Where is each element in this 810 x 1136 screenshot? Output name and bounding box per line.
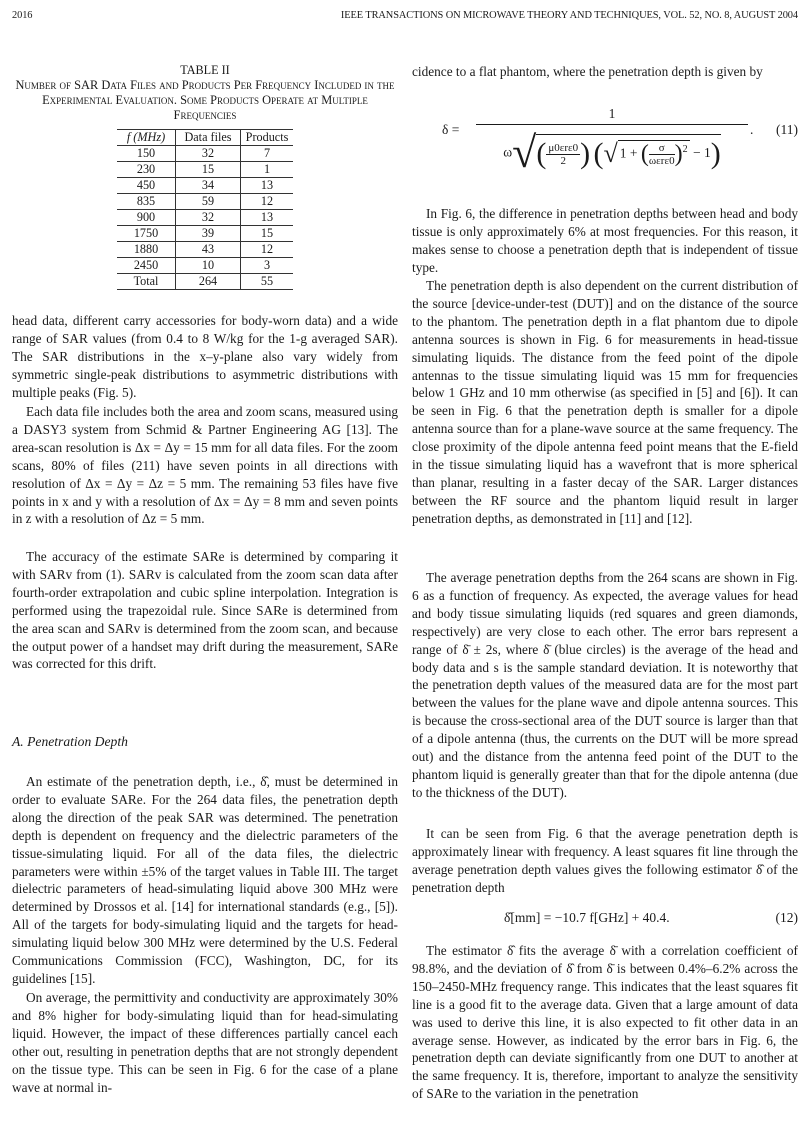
right-paragraph-3: The average penetration depths from the 264 scans are shown in Fig. 6 as a function of frequency. As expected, the average values for head and body tissue simulating liquids (red squares and green diamonds, respectively) are very close to each other. The error bars represent a range of δ̄ ± 2s, where δ̄ (blue circles) is the average of the head and body data and s is the sample standard deviation. It is noteworthy that the penetration depth values of the measured data are for the most part between the values for the plane wave and dipole antenna sources. This is because the cross-sectional area of the DUT source is larger than that of a dipole antenna (thus, the currents on the DUT will be more spread out) and the distance from the antenna feed point of the DUT to the phantom liquid is generally greater than that for the dipole antenna (due to the thickness of the DUT). (412, 570, 798, 800)
cell-products: 55 (241, 274, 294, 290)
eq11-fraction (476, 106, 748, 178)
eq11-denominator: ω√( $\frac{\text{μ0εrε0}}{2}$ ) (√ 1 + ( $\frac{\sigma}{\text{ωεrε0}}$ )$^2$ − 1) (503, 128, 721, 177)
eq11-lhs: δ = (442, 122, 460, 137)
col-header-frequency: f (MHz) (117, 130, 176, 146)
left-paragraph-5: On average, the permittivity and conductivity are approximately 30% and 8% higher for body-simulating liquid than for head-simulating liquid. However, the impact of these differences partially cancel each other out, resulting in penetration depths that are not strongly dependent on the tissue type. This can be seen in Fig. 6 for the case of a plane wave at normal in- (12, 990, 398, 1095)
cell-products: 13 (241, 210, 294, 226)
table-row (117, 258, 293, 274)
cell-frequency: 450 (117, 178, 176, 194)
eq11-numerator: 1 (476, 106, 748, 125)
left-paragraph-3: The accuracy of the estimate SARe is determined by comparing it with SARv from (1). SARv is calculated from the zoom scan data after fourth-order extrapolation and cubic spline interpolation. Integration is performed using the trapezoidal rule. Since SARe is determined from the area scan and SARv is determined from the zoom scan, and because the output power of a handset may drift during the measurement, SARe was corrected for this drift. (12, 549, 398, 672)
table-row (117, 162, 293, 178)
col-header-products: Products (241, 130, 294, 146)
cell-products: 12 (241, 242, 294, 258)
cell-frequency: 2450 (117, 258, 176, 274)
cell-products: 3 (241, 258, 294, 274)
eq12-number: (12) (775, 910, 798, 925)
cell-data-files: 39 (176, 226, 241, 242)
table-row (117, 178, 293, 194)
col-header-data-files: Data files (176, 130, 241, 146)
left-paragraph-1: head data, different carry accessories for body-worn data) and a wide range of SAR values (from 0.4 to 8 W/kg for the 1-g averaged SAR). The SAR distributions in the x–y-plane also vary widely from symmetric single-peak distributions to asymmetric distributions with multiple peaks (Fig. 5). (12, 313, 398, 400)
equation-11: δ = 1 ω√( $\frac{\text{μ0εrε0}}{2}$ ) (√ 1 + ( $\frac{\sigma}{\text{ωεrε0}}$ )$^2$ − 1) . (11) (442, 106, 798, 177)
running-head (12, 10, 798, 24)
table-row (117, 242, 293, 258)
cell-frequency: 230 (117, 162, 176, 178)
cell-products: 1 (241, 162, 294, 178)
cell-products: 13 (241, 178, 294, 194)
table-total-row (117, 274, 293, 290)
table-row (117, 210, 293, 226)
cell-data-files: 32 (176, 210, 241, 226)
cell-products: 7 (241, 146, 294, 162)
cell-data-files: 43 (176, 242, 241, 258)
cell-frequency: Total (117, 274, 176, 290)
cell-frequency: 900 (117, 210, 176, 226)
left-paragraph-4: An estimate of the penetration depth, i.e., δ̂, must be determined in order to evaluate SARe. For the 264 data files, the penetration depth along the direction of the peak SAR was determined. The penetration depth is dependent on frequency and the dielectric parameters of the tissue-simulating liquid. For all of the data files, the dielectric parameters were within ±5% of the target values in Table III. The target dielectric parameters of head-simulating liquid above 300 MHz were determined by Drossos et al. [14] for international standards (e.g., [5]). All of the targets for body-simulating liquid and the targets for head-simulating liquid below 300 MHz were determined by the U.S. Federal Communications Commission (FCC), Washington, DC, for its guidelines [15]. (12, 774, 398, 986)
section-heading-penetration-depth: A. Penetration Depth (12, 734, 128, 749)
cell-data-files: 10 (176, 258, 241, 274)
table-row (117, 226, 293, 242)
cell-frequency: 1750 (117, 226, 176, 242)
cell-data-files: 15 (176, 162, 241, 178)
cell-frequency: 150 (117, 146, 176, 162)
cell-data-files: 59 (176, 194, 241, 210)
right-paragraph-1: In Fig. 6, the difference in penetration depths between head and body tissue is only approximately 6% at most frequencies. For this reason, it makes sense to choose a penetration depth that is independent of tissue type. (412, 206, 798, 275)
table-body (117, 146, 293, 290)
equation-12 (412, 910, 798, 930)
right-paragraph-5: The estimator δ̂ fits the average δ̄ with a correlation coefficient of 98.8%, and the deviation of δ̂ from δ̄ is between 0.4%–6.2% across the 150–2450-MHz frequency range. This indicates that the least squares fit line is a good fit to the average data. Given that a large amount of data was used to derive this line, it is also expected to fit other data in an average sense. However, as indicated by the error bars in Fig. 6, the penetration depth can deviate significantly from one DUT to another at the same frequency. It is, therefore, important to analyze the sensitivity of SARe to the variation in the penetration (412, 943, 798, 1102)
cell-data-files: 32 (176, 146, 241, 162)
sar-data-table (117, 129, 293, 290)
table-title: Number of SAR Data Files and Products Per Frequency Included in the Experimental Evaluation. Some Products Operate at Multiple Frequencies (15, 78, 395, 122)
eq11-number: (11) (776, 122, 798, 137)
page-number: 2016 (12, 10, 33, 21)
cell-products: 15 (241, 226, 294, 242)
eq12-body: δ̂[mm] = −10.7 f[GHz] + 40.4. (504, 910, 670, 925)
table-header-row (117, 130, 293, 146)
cell-data-files: 34 (176, 178, 241, 194)
table-number: TABLE II (180, 63, 230, 77)
table-row (117, 146, 293, 162)
cell-frequency: 835 (117, 194, 176, 210)
right-paragraph-4: It can be seen from Fig. 6 that the average penetration depth is approximately linear with frequency. A least squares fit line through the average penetration depth values gives the following estimator δ̂ of the penetration depth (412, 826, 798, 895)
table-caption (12, 63, 398, 123)
cell-frequency: 1880 (117, 242, 176, 258)
left-paragraph-2: Each data file includes both the area and zoom scans, measured using a DASY3 system from Schmid & Partner Engineering AG [13]. The area-scan resolution is Δx = Δy = 15 mm for all data files. For the zoom scans, 80% of files (211) have seven points in all directions with resolution of Δx = Δy = Δz = 5 mm. The remaining 53 files have five points in x and y with a resolution of Δx = Δy = 8 mm and seven points in z with a resolution of Δz = 5 mm. (12, 404, 398, 527)
table-row (117, 194, 293, 210)
cell-products: 12 (241, 194, 294, 210)
journal-title: IEEE TRANSACTIONS ON MICROWAVE THEORY AND TECHNIQUES, VOL. 52, NO. 8, AUGUST 2004 (340, 10, 798, 21)
cell-data-files: 264 (176, 274, 241, 290)
right-paragraph-0: cidence to a flat phantom, where the penetration depth is given by (412, 64, 763, 79)
right-paragraph-2: The penetration depth is also dependent on the current distribution of the source [device-under-test (DUT)] and on the distance of the source to the phantom. The penetration depth in a flat phantom due to dipole antenna sources is shown in Fig. 6 for measurements in head-tissue simulating liquids. The distance from the feed point of the dipole antennas to the tissue simulating liquid was 15 mm for frequencies below 1 GHz and 10 mm otherwise (as specified in [5] and [6]). It can be seen in Fig. 6 that the penetration depth is smaller for a dipole antenna source than for a plane-wave source at the same frequency. The close proximity of the dipole antenna feed point means that the E-field in the tissue simulating liquid has a wavefront that is more spherical than planar, resulting in a faster decay of the SAR. Larger distances between the RF source and the phantom liquid result in larger penetration depths, as demonstrated in [11] and [12]. (412, 278, 798, 526)
